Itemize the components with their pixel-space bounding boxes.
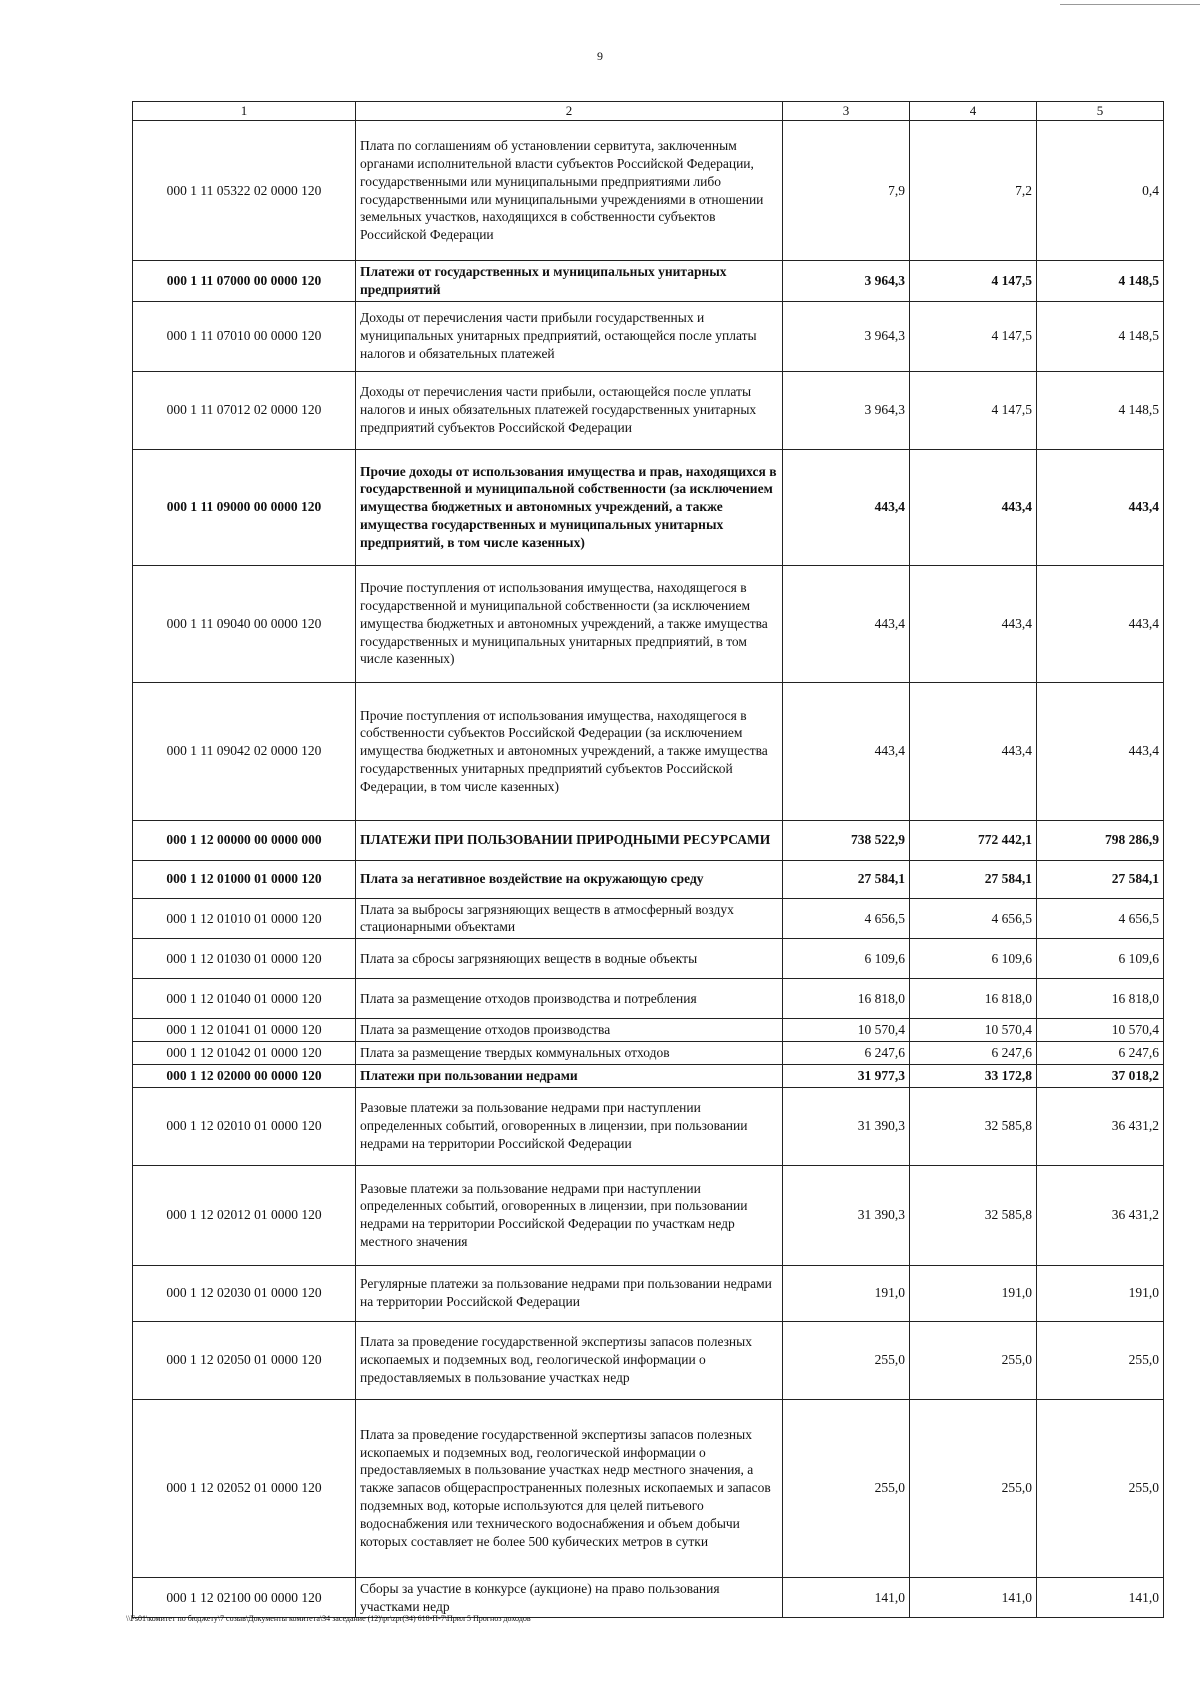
income-name-cell: Прочие поступления от использования имущества, находящегося в государственной и муниципальной собственности (за исключением имущества бюджетных и автономных учреждений, а также имущества государственных и муниципальных унитарных предприятий, в том числе казенных) <box>356 565 783 682</box>
table-row <box>133 449 1164 565</box>
value-col-5-cell: 4 148,5 <box>1037 261 1164 302</box>
value-col-5-cell: 36 431,2 <box>1037 1087 1164 1165</box>
budget-code-cell: 000 1 11 09040 00 0000 120 <box>133 565 356 682</box>
value-col-3-cell: 255,0 <box>783 1321 910 1399</box>
table-row <box>133 1064 1164 1087</box>
budget-code-cell: 000 1 12 02050 01 0000 120 <box>133 1321 356 1399</box>
budget-code-cell: 000 1 11 07000 00 0000 120 <box>133 261 356 302</box>
value-col-3-cell: 10 570,4 <box>783 1019 910 1042</box>
value-col-5-cell: 443,4 <box>1037 682 1164 820</box>
value-col-3-cell: 31 390,3 <box>783 1165 910 1265</box>
table-header-row <box>133 102 1164 121</box>
value-col-3-cell: 443,4 <box>783 449 910 565</box>
value-col-3-cell: 255,0 <box>783 1399 910 1577</box>
table-row <box>133 565 1164 682</box>
table-row <box>133 860 1164 898</box>
value-col-5-cell: 4 656,5 <box>1037 898 1164 939</box>
budget-code-cell: 000 1 11 07012 02 0000 120 <box>133 371 356 449</box>
value-col-4-cell: 10 570,4 <box>910 1019 1037 1042</box>
value-col-5-cell: 6 109,6 <box>1037 939 1164 979</box>
value-col-5-cell: 798 286,9 <box>1037 820 1164 860</box>
budget-code-cell: 000 1 12 01042 01 0000 120 <box>133 1042 356 1065</box>
value-col-5-cell: 255,0 <box>1037 1399 1164 1577</box>
income-name-cell: Платежи от государственных и муниципальных унитарных предприятий <box>356 261 783 302</box>
budget-table <box>132 101 1164 1618</box>
income-name-cell: Плата за проведение государственной экспертизы запасов полезных ископаемых и подземных вод, геологической информации о предоставляемых в пользование участках недр местного значения, а также запасов общераспространенных полезных ископаемых и запасов подземных вод, которые используются для целей питьевого водоснабжения или технического водоснабжения и объем добычи которых составляет не более 500 кубических метров в сутки <box>356 1399 783 1577</box>
budget-code-cell: 000 1 12 01041 01 0000 120 <box>133 1019 356 1042</box>
budget-code-cell: 000 1 12 02100 00 0000 120 <box>133 1577 356 1618</box>
income-name-cell: Доходы от перечисления части прибыли, остающейся после уплаты налогов и иных обязательных платежей государственных унитарных предприятий субъектов Российской Федерации <box>356 371 783 449</box>
value-col-4-cell: 6 247,6 <box>910 1042 1037 1065</box>
value-col-3-cell: 443,4 <box>783 565 910 682</box>
value-col-3-cell: 31 977,3 <box>783 1064 910 1087</box>
value-col-5-cell: 4 148,5 <box>1037 371 1164 449</box>
value-col-3-cell: 31 390,3 <box>783 1087 910 1165</box>
value-col-4-cell: 443,4 <box>910 449 1037 565</box>
table-row <box>133 1087 1164 1165</box>
income-name-cell: Сборы за участие в конкурсе (аукционе) на право пользования участками недр <box>356 1577 783 1618</box>
table-row <box>133 261 1164 302</box>
income-name-cell: Регулярные платежи за пользование недрами при пользовании недрами на территории Российской Федерации <box>356 1265 783 1321</box>
value-col-4-cell: 443,4 <box>910 682 1037 820</box>
scan-edge-line <box>1060 4 1200 5</box>
budget-code-cell: 000 1 12 02052 01 0000 120 <box>133 1399 356 1577</box>
budget-code-cell: 000 1 12 01030 01 0000 120 <box>133 939 356 979</box>
value-col-4-cell: 4 147,5 <box>910 371 1037 449</box>
value-col-3-cell: 3 964,3 <box>783 371 910 449</box>
value-col-4-cell: 255,0 <box>910 1399 1037 1577</box>
value-col-4-cell: 7,2 <box>910 121 1037 261</box>
value-col-5-cell: 255,0 <box>1037 1321 1164 1399</box>
value-col-4-cell: 4 147,5 <box>910 301 1037 371</box>
value-col-4-cell: 772 442,1 <box>910 820 1037 860</box>
value-col-4-cell: 141,0 <box>910 1577 1037 1618</box>
value-col-3-cell: 443,4 <box>783 682 910 820</box>
value-col-4-cell: 443,4 <box>910 565 1037 682</box>
value-col-4-cell: 33 172,8 <box>910 1064 1037 1087</box>
header-col-5: 5 <box>1037 102 1164 121</box>
budget-code-cell: 000 1 12 01010 01 0000 120 <box>133 898 356 939</box>
value-col-4-cell: 32 585,8 <box>910 1165 1037 1265</box>
budget-code-cell: 000 1 11 07010 00 0000 120 <box>133 301 356 371</box>
value-col-5-cell: 443,4 <box>1037 565 1164 682</box>
value-col-3-cell: 3 964,3 <box>783 301 910 371</box>
table-row <box>133 898 1164 939</box>
value-col-3-cell: 16 818,0 <box>783 979 910 1019</box>
income-name-cell: Плата за проведение государственной экспертизы запасов полезных ископаемых и подземных вод, геологической информации о предоставляемых в пользование участках недр <box>356 1321 783 1399</box>
table-row <box>133 1399 1164 1577</box>
table-row <box>133 1265 1164 1321</box>
value-col-4-cell: 191,0 <box>910 1265 1037 1321</box>
page-number: 9 <box>597 49 603 63</box>
income-name-cell: Плата за выбросы загрязняющих веществ в атмосферный воздух стационарными объектами <box>356 898 783 939</box>
value-col-3-cell: 6 247,6 <box>783 1042 910 1065</box>
value-col-3-cell: 738 522,9 <box>783 820 910 860</box>
header-col-3: 3 <box>783 102 910 121</box>
value-col-3-cell: 27 584,1 <box>783 860 910 898</box>
table-row <box>133 979 1164 1019</box>
income-name-cell: Плата за размещение отходов производства <box>356 1019 783 1042</box>
value-col-5-cell: 443,4 <box>1037 449 1164 565</box>
table-row <box>133 1577 1164 1618</box>
table-row <box>133 301 1164 371</box>
value-col-4-cell: 4 656,5 <box>910 898 1037 939</box>
table-row <box>133 939 1164 979</box>
value-col-4-cell: 4 147,5 <box>910 261 1037 302</box>
value-col-4-cell: 16 818,0 <box>910 979 1037 1019</box>
table-row <box>133 682 1164 820</box>
income-name-cell: Доходы от перечисления части прибыли государственных и муниципальных унитарных предприятий, остающейся после уплаты налогов и обязательных платежей <box>356 301 783 371</box>
income-name-cell: Плата за размещение твердых коммунальных отходов <box>356 1042 783 1065</box>
table-row <box>133 1019 1164 1042</box>
income-name-cell: Прочие доходы от использования имущества и прав, находящихся в государственной и муниципальной собственности (за исключением имущества бюджетных и автономных учреждений, а также имущества государственных и муниципальных унитарных предприятий, в том числе казенных) <box>356 449 783 565</box>
header-col-2: 2 <box>356 102 783 121</box>
budget-code-cell: 000 1 12 02012 01 0000 120 <box>133 1165 356 1265</box>
header-col-4: 4 <box>910 102 1037 121</box>
value-col-5-cell: 6 247,6 <box>1037 1042 1164 1065</box>
table-row <box>133 1321 1164 1399</box>
value-col-4-cell: 6 109,6 <box>910 939 1037 979</box>
budget-code-cell: 000 1 11 05322 02 0000 120 <box>133 121 356 261</box>
footer-file-path: \\Fs01\комитет по бюджету\7 созыв\Документы комитета\34 заседание (12)\pr\zpr(34) 618-П-7\Прил 5 Прогноз доходов <box>126 1614 531 1623</box>
budget-code-cell: 000 1 12 01040 01 0000 120 <box>133 979 356 1019</box>
value-col-5-cell: 0,4 <box>1037 121 1164 261</box>
value-col-3-cell: 7,9 <box>783 121 910 261</box>
value-col-5-cell: 27 584,1 <box>1037 860 1164 898</box>
value-col-5-cell: 36 431,2 <box>1037 1165 1164 1265</box>
budget-code-cell: 000 1 12 02010 01 0000 120 <box>133 1087 356 1165</box>
value-col-3-cell: 141,0 <box>783 1577 910 1618</box>
income-name-cell: Плата за сбросы загрязняющих веществ в водные объекты <box>356 939 783 979</box>
value-col-5-cell: 37 018,2 <box>1037 1064 1164 1087</box>
value-col-4-cell: 27 584,1 <box>910 860 1037 898</box>
value-col-3-cell: 6 109,6 <box>783 939 910 979</box>
budget-code-cell: 000 1 12 02000 00 0000 120 <box>133 1064 356 1087</box>
value-col-3-cell: 3 964,3 <box>783 261 910 302</box>
value-col-4-cell: 255,0 <box>910 1321 1037 1399</box>
value-col-5-cell: 191,0 <box>1037 1265 1164 1321</box>
value-col-5-cell: 4 148,5 <box>1037 301 1164 371</box>
table-row <box>133 371 1164 449</box>
income-name-cell: Платежи при пользовании недрами <box>356 1064 783 1087</box>
value-col-3-cell: 4 656,5 <box>783 898 910 939</box>
budget-code-cell: 000 1 12 00000 00 0000 000 <box>133 820 356 860</box>
income-name-cell: Разовые платежи за пользование недрами при наступлении определенных событий, оговоренных в лицензии, при пользовании недрами на территории Российской Федерации <box>356 1087 783 1165</box>
value-col-5-cell: 10 570,4 <box>1037 1019 1164 1042</box>
budget-code-cell: 000 1 11 09000 00 0000 120 <box>133 449 356 565</box>
budget-code-cell: 000 1 11 09042 02 0000 120 <box>133 682 356 820</box>
income-name-cell: Прочие поступления от использования имущества, находящегося в собственности субъектов Российской Федерации (за исключением имущества бюджетных и автономных учреждений, а также имущества государственных унитарных предприятий субъектов Российской Федерации, в том числе казенных) <box>356 682 783 820</box>
income-name-cell: Разовые платежи за пользование недрами при наступлении определенных событий, оговоренных в лицензии, при пользовании недрами на территории Российской Федерации по участкам недр местного значения <box>356 1165 783 1265</box>
table-row <box>133 1165 1164 1265</box>
income-name-cell: Плата по соглашениям об установлении сервитута, заключенным органами исполнительной власти субъектов Российской Федерации, государственными или муниципальными предприятиями либо государственными или муниципальными учреждениями в отношении земельных участков, находящихся в собственности субъектов Российской Федерации <box>356 121 783 261</box>
header-col-1: 1 <box>133 102 356 121</box>
table-row <box>133 820 1164 860</box>
table-row <box>133 1042 1164 1065</box>
budget-code-cell: 000 1 12 01000 01 0000 120 <box>133 860 356 898</box>
income-name-cell: Плата за размещение отходов производства и потребления <box>356 979 783 1019</box>
value-col-5-cell: 141,0 <box>1037 1577 1164 1618</box>
value-col-5-cell: 16 818,0 <box>1037 979 1164 1019</box>
value-col-3-cell: 191,0 <box>783 1265 910 1321</box>
value-col-4-cell: 32 585,8 <box>910 1087 1037 1165</box>
table-row <box>133 121 1164 261</box>
budget-code-cell: 000 1 12 02030 01 0000 120 <box>133 1265 356 1321</box>
income-name-cell: ПЛАТЕЖИ ПРИ ПОЛЬЗОВАНИИ ПРИРОДНЫМИ РЕСУРСАМИ <box>356 820 783 860</box>
income-name-cell: Плата за негативное воздействие на окружающую среду <box>356 860 783 898</box>
